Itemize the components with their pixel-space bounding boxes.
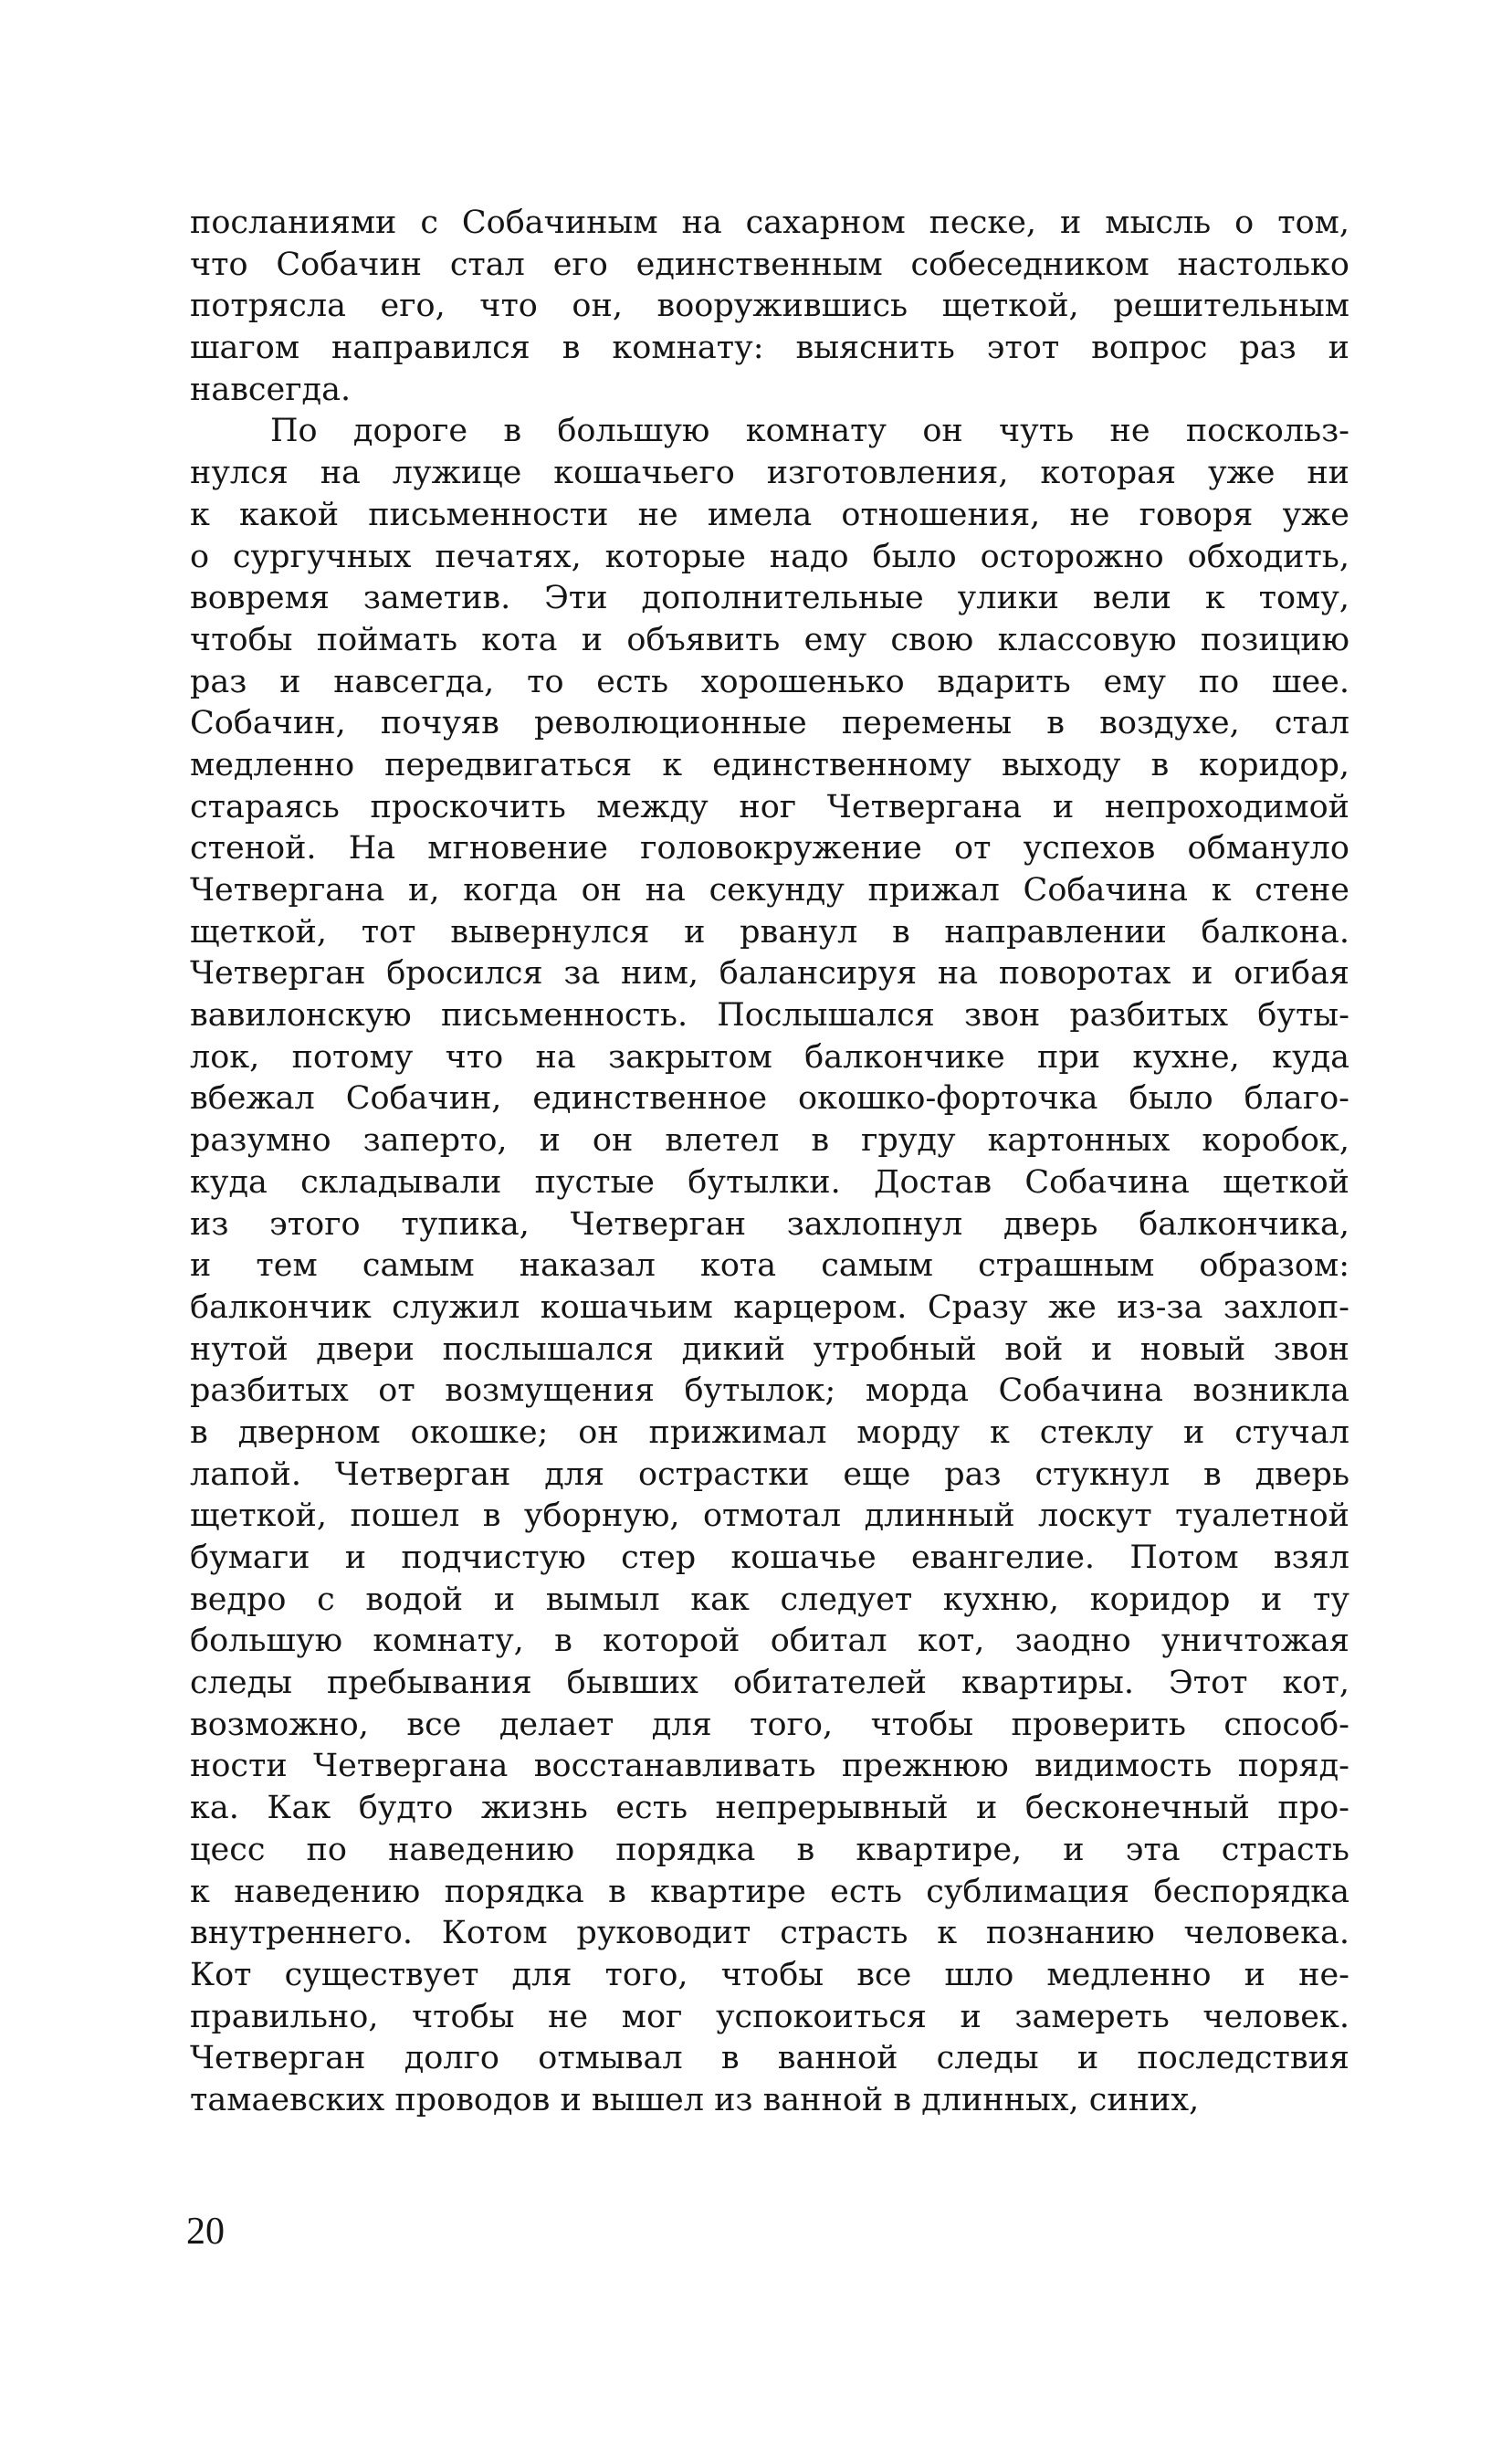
text-line: лапой. Четверган для острастки еще раз стукнул в дверь: [190, 1455, 1349, 1493]
text-line: нулся на лужице кошачьего изготовления, которая уже ни: [190, 455, 1349, 492]
text-line: в дверном окошке; он прижимал морду к стеклу и стучал: [190, 1413, 1349, 1451]
text-line: Четверган бросился за ним, балансируя на поворотах и огибая: [190, 955, 1349, 993]
text-line: Кот существует для того, чтобы все шло медленно и не-: [190, 1956, 1349, 1993]
text-line: навсегда.: [190, 371, 352, 408]
text-line: правильно, чтобы не мог успокоиться и замереть человек.: [190, 1998, 1349, 2035]
text-line: потрясла его, что он, вооружившись щеткой, решительным: [190, 288, 1349, 325]
text-line: о сургучных печатях, которые надо было осторожно обходить,: [190, 538, 1349, 575]
text-line: ности Четвергана восстанавливать прежнюю видимость поряд-: [190, 1748, 1349, 1785]
page-number: 20: [186, 2211, 225, 2253]
text-line: разумно заперто, и он влетел в груду картонных коробок,: [190, 1122, 1349, 1160]
text-line: тамаевских проводов и вышел из ванной в длинных, синих,: [190, 2081, 1200, 2118]
text-line: щеткой, пошел в уборную, отмотал длинный лоскут туалетной: [190, 1497, 1349, 1535]
text-line: Четверган долго отмывал в ванной следы и последствия: [190, 2040, 1349, 2077]
body-text: [190, 203, 1349, 2122]
text-line: куда складывали пустые бутылки. Достав Собачина щеткой: [190, 1163, 1349, 1201]
text-line: возможно, все делает для того, чтобы проверить способ-: [190, 1706, 1349, 1743]
text-line: цесс по наведению порядка в квартире, и эта страсть: [190, 1831, 1349, 1868]
text-line: посланиями с Собачиным на сахарном песке, и мысль о том,: [190, 205, 1349, 241]
text-line: Четвергана и, когда он на секунду прижал Собачина к стене: [190, 872, 1349, 909]
text-line: вовремя заметив. Эти дополнительные улики вели к тому,: [190, 580, 1349, 617]
text-line: внутреннего. Котом руководит страсть к познанию человека.: [190, 1915, 1349, 1952]
text-line: Собачин, почуяв революционные перемены в воздухе, стал: [190, 705, 1349, 742]
text-line: и тем самым наказал кота самым страшным образом:: [190, 1247, 1349, 1285]
paragraph: [190, 203, 1349, 411]
text-line: следы пребывания бывших обитателей квартиры. Этот кот,: [190, 1665, 1349, 1702]
text-line: стеной. На мгновение головокружение от успехов обмануло: [190, 830, 1349, 867]
text-line: медленно передвигаться к единственному выходу в коридор,: [190, 746, 1349, 783]
text-line: вбежал Собачин, единственное окошко-форточка было благо-: [190, 1080, 1349, 1118]
text-line: щеткой, тот вывернулся и рванул в направлении балкона.: [190, 913, 1349, 951]
text-line: ка. Как будто жизнь есть непрерывный и бесконечный про-: [190, 1790, 1349, 1827]
text-line: По дороге в большую комнату он чуть не поскольз-: [270, 413, 1349, 450]
text-line: из этого тупика, Четверган захлопнул дверь балкончика,: [190, 1205, 1349, 1243]
text-line: что Собачин стал его единственным собеседником настолько: [190, 246, 1349, 283]
text-line: бумаги и подчистую стер кошачье евангелие. Потом взял: [190, 1540, 1349, 1576]
text-line: нутой двери послышался дикий утробный вой и новый звон: [190, 1330, 1349, 1368]
text-line: к наведению порядка в квартире есть сублимация беспорядка: [190, 1873, 1349, 1910]
text-line: чтобы поймать кота и объявить ему свою классовую позицию: [190, 621, 1349, 658]
text-line: к какой письменности не имела отношения, не говоря уже: [190, 496, 1349, 533]
text-line: шагом направился в комнату: выяснить этот вопрос раз и: [190, 330, 1349, 367]
text-line: стараясь проскочить между ног Четвергана и непроходимой: [190, 788, 1349, 825]
text-line: вавилонскую письменность. Послышался звон разбитых буты-: [190, 997, 1349, 1035]
text-line: большую комнату, в которой обитал кот, заодно уничтожая: [190, 1623, 1349, 1660]
text-line: разбитых от возмущения бутылок; морда Собачина возникла: [190, 1372, 1349, 1410]
text-line: ведро с водой и вымыл как следует кухню, коридор и ту: [190, 1581, 1349, 1618]
paragraph: [190, 411, 1349, 2121]
text-line: лок, потому что на закрытом балкончике при кухне, куда: [190, 1038, 1349, 1076]
text-line: балкончик служил кошачьим карцером. Сразу же из-за захлоп-: [190, 1288, 1349, 1326]
text-line: раз и навсегда, то есть хорошенько вдарить ему по шее.: [190, 663, 1349, 700]
